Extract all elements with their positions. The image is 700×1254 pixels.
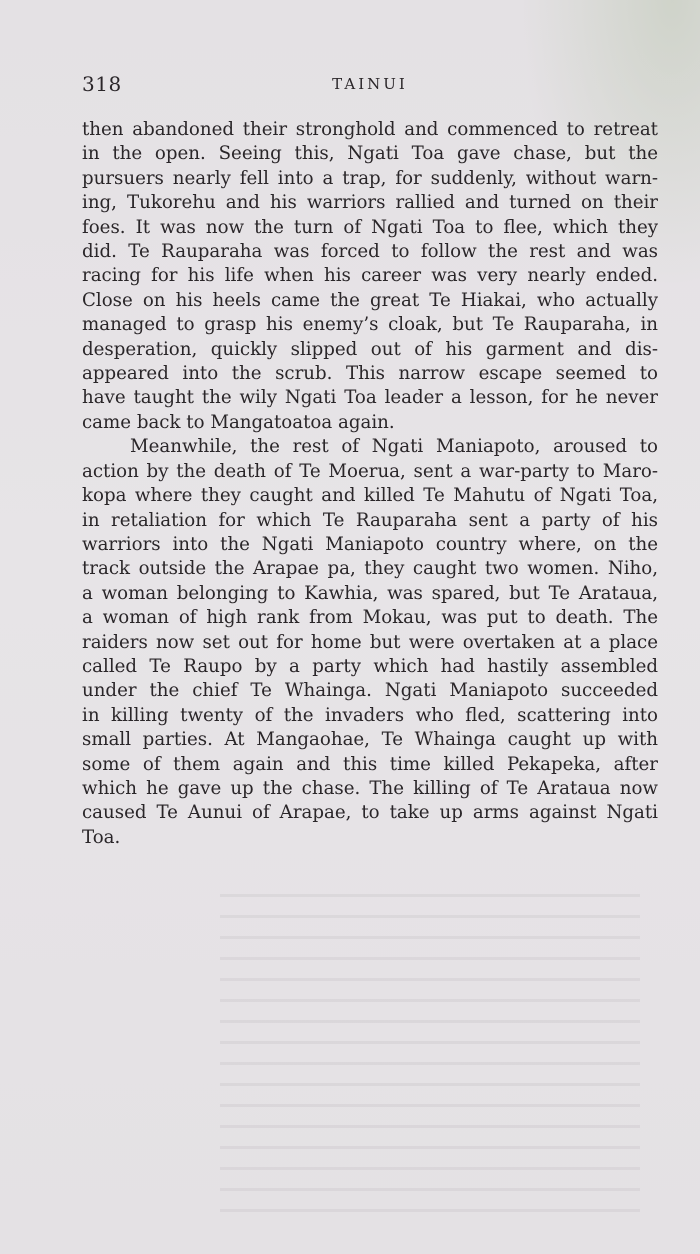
text-line: appeared into the scrub. This narrow escape seemed to (82, 363, 658, 385)
text-line: action by the death of Te Moerua, sent a war-party to Maro- (82, 460, 658, 482)
text-line: caused Te Aunui of Arapae, to take up arms against Ngati (82, 802, 658, 824)
paragraph (82, 118, 658, 435)
show-through-text (220, 884, 640, 1214)
text-line: pursuers nearly fell into a trap, for suddenly, without warn- (82, 167, 658, 189)
text-line: raiders now set out for home but were overtaken at a place (82, 631, 658, 653)
text-line: did. Te Rauparaha was forced to follow the rest and was (82, 241, 658, 263)
text-line: Meanwhile, the rest of Ngati Maniapoto, aroused to (130, 436, 658, 458)
text-line: a woman belonging to Kawhia, was spared, but Te Arataua, (82, 582, 658, 604)
text-line: desperation, quickly slipped out of his garment and dis- (82, 338, 658, 360)
text-line: foes. It was now the turn of Ngati Toa to flee, which they (82, 216, 658, 238)
text-line: called Te Raupo by a party which had hastily assembled (82, 655, 658, 677)
text-line: in the open. Seeing this, Ngati Toa gave chase, but the (82, 143, 658, 165)
page-number: 318 (82, 72, 122, 96)
body-text (82, 118, 658, 850)
text-line: kopa where they caught and killed Te Mahutu of Ngati Toa, (82, 485, 658, 507)
text-line: under the chief Te Whainga. Ngati Maniapoto succeeded (82, 680, 658, 702)
text-line: came back to Mangatoatoa again. (82, 411, 395, 433)
text-line: track outside the Arapae pa, they caught two women. Niho, (82, 558, 658, 580)
text-line: in killing twenty of the invaders who fled, scattering into (82, 704, 658, 726)
text-line: ing, Tukorehu and his warriors rallied and turned on their (82, 192, 658, 214)
page-header (82, 72, 658, 102)
text-line: then abandoned their stronghold and commenced to retreat (82, 119, 658, 140)
text-line: a woman of high rank from Mokau, was put to death. The (82, 607, 658, 629)
text-line: Close on his heels came the great Te Hiakai, who actually (82, 289, 658, 311)
text-line: some of them again and this time killed Pekapeka, after (82, 753, 658, 775)
text-line: warriors into the Ngati Maniapoto country where, on the (82, 533, 658, 555)
text-line: have taught the wily Ngati Toa leader a lesson, for he never (82, 387, 658, 409)
text-line: in retaliation for which Te Rauparaha sent a party of his (82, 509, 658, 531)
text-line: racing for his life when his career was very nearly ended. (82, 265, 658, 287)
text-line: managed to grasp his enemy’s cloak, but Te Rauparaha, in (82, 314, 658, 336)
text-line: Toa. (82, 826, 121, 848)
text-line: which he gave up the chase. The killing of Te Arataua now (82, 777, 658, 799)
text-line: small parties. At Mangaohae, Te Whainga caught up with (82, 729, 658, 751)
paragraph (82, 435, 658, 850)
running-head: TAINUI (332, 75, 408, 93)
